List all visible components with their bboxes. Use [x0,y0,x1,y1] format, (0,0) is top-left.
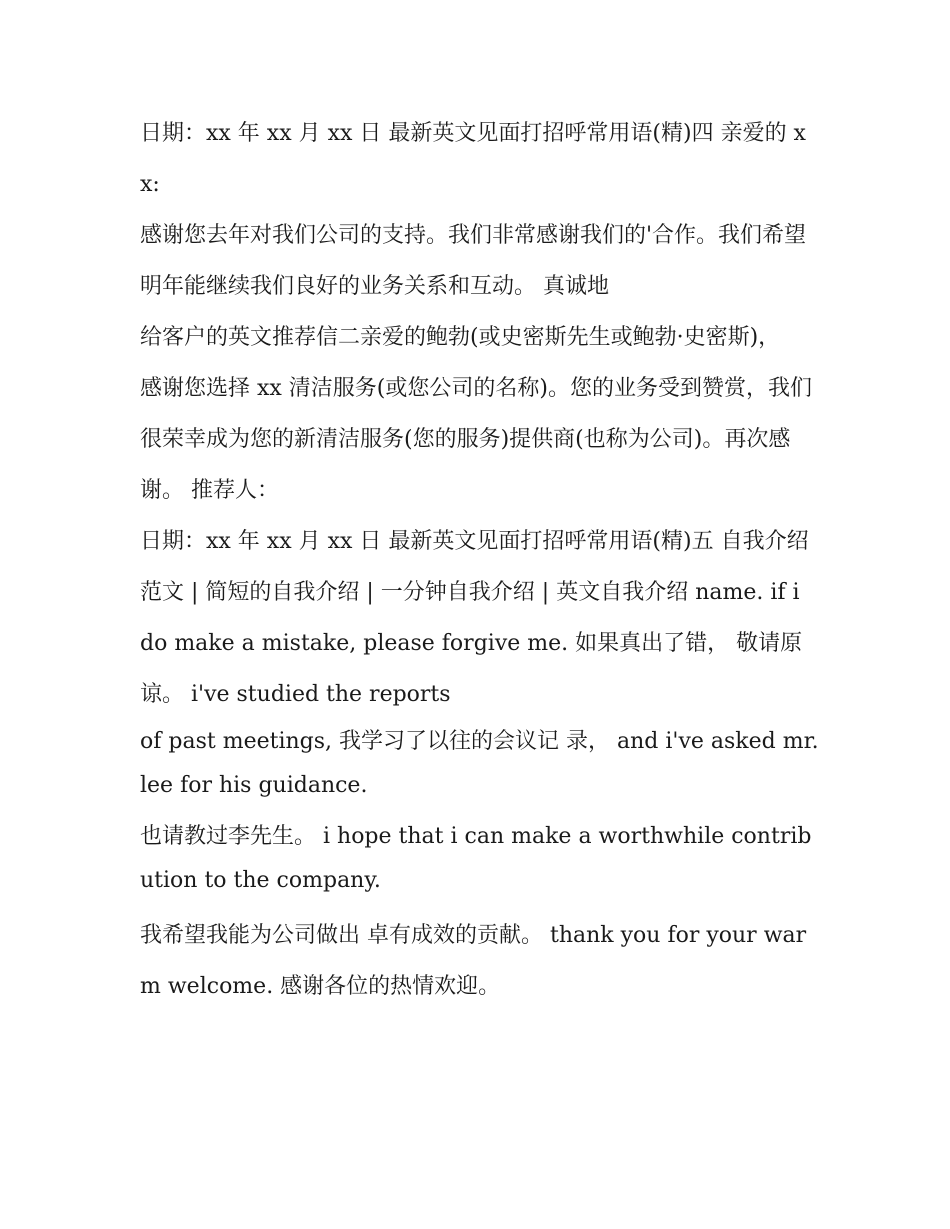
paragraph-past-meetings: of past meetings, 我学习了以往的会议记 录， and i've asked mr. lee for his guidance. [140,729,819,798]
paragraph-date-greeting-5: 日期：xx 年 xx 月 xx 日 最新英文见面打招呼常用语(精)五 自我介绍范文 | 简短的自我介绍 | 一分钟自我介绍 | 英文自我介绍 name. if i [140,529,809,605]
paragraph-mistake-forgive: do make a mistake, please forgive me. 如果真出了错， 敬请原谅。 i've studied the reports [140,631,803,707]
paragraph-warm-welcome: 我希望我能为公司做出 卓有成效的贡献。 thank you for your warm welcome. 感谢各位的热情欢迎。 [140,923,807,999]
paragraph-thanks-support: 感谢您去年对我们公司的支持。我们非常感谢我们的'合作。我们希望明年能继续我们良好的业务关系和互动。 真诚地 [140,223,807,299]
paragraph-contribution: 也请教过李先生。 i hope that i can make a worthwhile contribution to the company. [140,824,812,893]
paragraph-cleaning-service: 感谢您选择 xx 清洁服务(或您公司的名称)。您的业务受到赞赏，我们很荣幸成为您的新清洁服务(您的服务)提供商(也称为公司)。再次感谢。 推荐人： [140,376,812,503]
paragraph-date-greeting-4: 日期：xx 年 xx 月 xx 日 最新英文见面打招呼常用语(精)四 亲爱的 xx: [140,121,806,197]
paragraph-recommendation-letter: 给客户的英文推荐信二亲爱的鲍勃(或史密斯先生或鲍勃·史密斯)， [140,325,781,350]
document-body [140,108,820,1012]
